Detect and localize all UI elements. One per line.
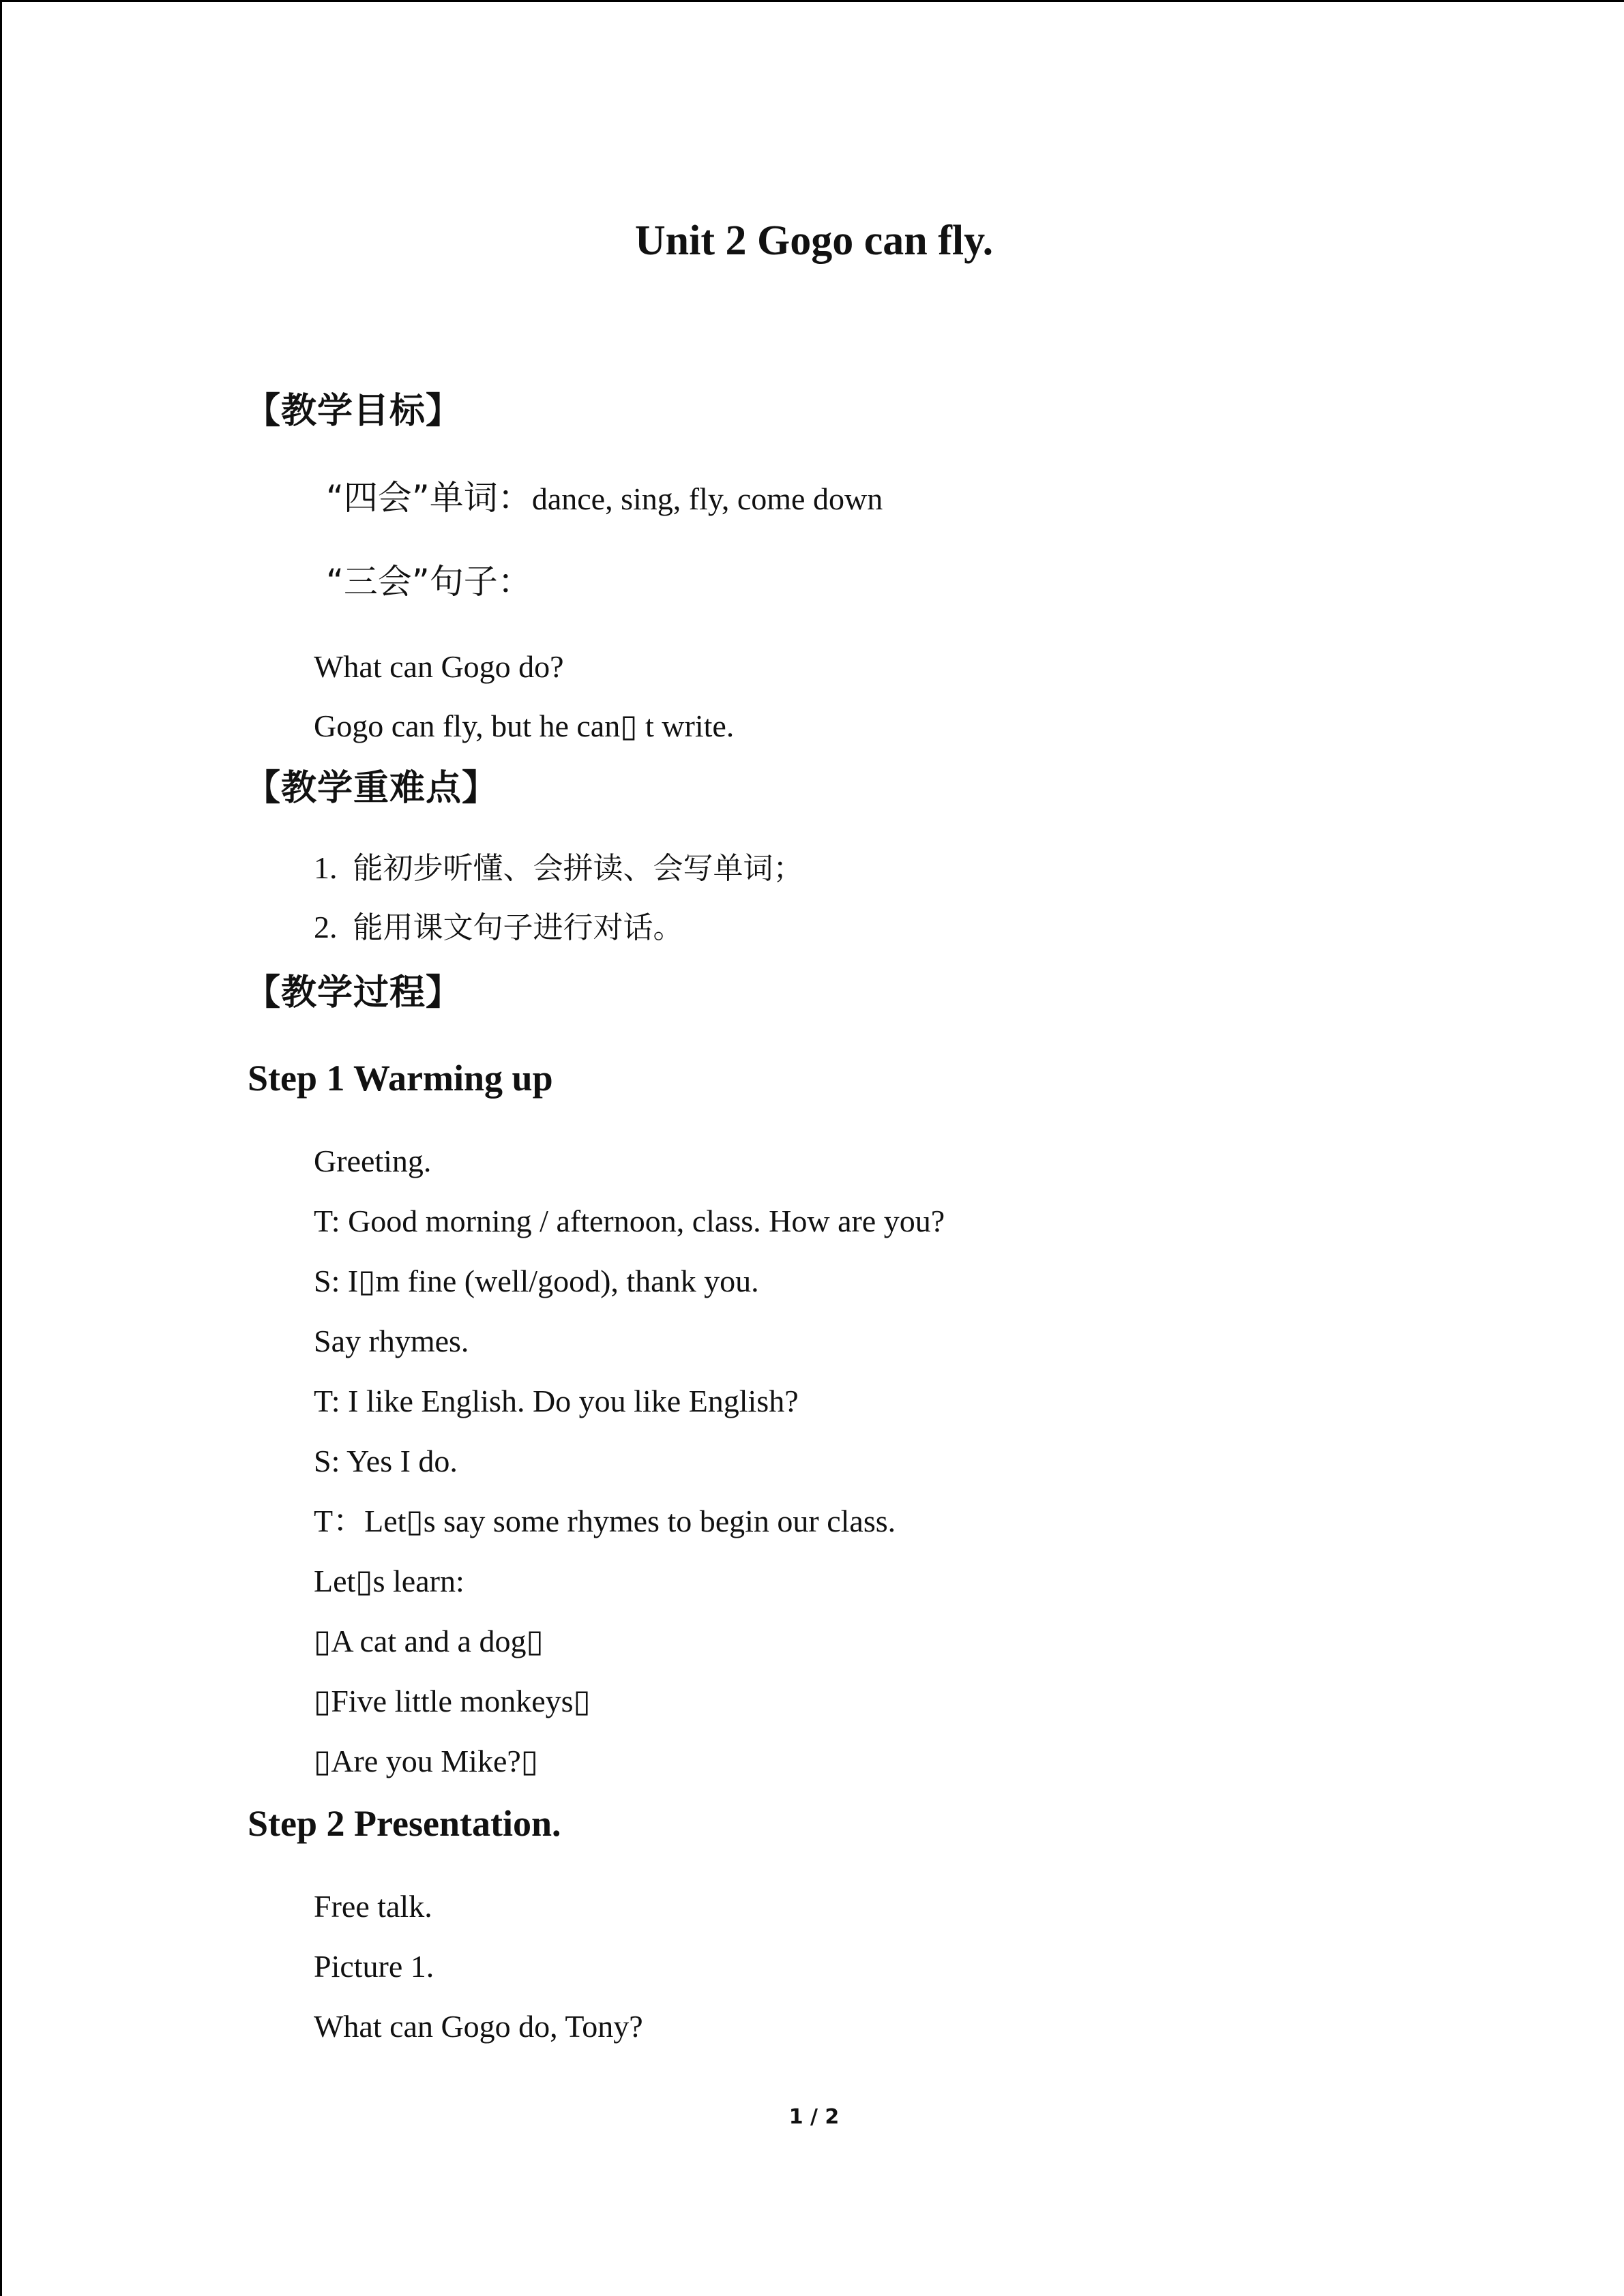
step-2-line: What can Gogo do, Tony? <box>314 2009 643 2044</box>
page-number: 1 / 2 <box>788 2105 840 2129</box>
objective-sentence: What can Gogo do? <box>314 649 564 684</box>
step-2-line: Free talk. <box>314 1889 432 1924</box>
section-heading-process: 【教学过程】 <box>245 972 462 1013</box>
step-1-heading: Step 1 Warming up <box>248 1058 553 1099</box>
key-point-text: 能用课文句子进行对话。 <box>353 910 683 945</box>
step-1-line: ▯A cat and a dog▯ <box>314 1624 544 1658</box>
step-1-line: T：Let▯s say some rhymes to begin our class. <box>314 1504 896 1538</box>
key-point-number: 2. <box>314 910 338 944</box>
four-skills-label: “四会”单词： <box>326 478 532 518</box>
three-skills-sentences-line <box>326 560 532 605</box>
document-title: Unit 2 Gogo can fly. <box>634 218 994 264</box>
key-point-text: 能初步听懂、会拼读、会写单词； <box>353 851 803 886</box>
three-skills-label: “三会”句子： <box>326 562 532 601</box>
step-1-line: Let▯s learn: <box>314 1564 464 1598</box>
section-heading-objectives: 【教学目标】 <box>245 391 462 432</box>
step-2-heading: Step 2 Presentation. <box>248 1803 561 1844</box>
step-1-line: S: I▯m fine (well/good), thank you. <box>314 1264 759 1298</box>
step-1-line: S: Yes I do. <box>314 1444 458 1478</box>
key-point-number: 1. <box>314 850 338 885</box>
four-skills-words: dance, sing, fly, come down <box>531 481 883 516</box>
key-point-item <box>314 848 803 889</box>
step-1-line: ▯Five little monkeys▯ <box>314 1684 591 1718</box>
key-point-item <box>314 907 683 949</box>
objective-sentence: Gogo can fly, but he can▯ t write. <box>314 709 735 743</box>
step-1-line: ▯Are you Mike?▯ <box>314 1744 539 1778</box>
step-1-line: T: I like English. Do you like English? <box>314 1384 799 1418</box>
step-1-line: Greeting. <box>314 1144 432 1178</box>
step-1-line: Say rhymes. <box>314 1324 469 1358</box>
section-heading-key-points: 【教学重难点】 <box>245 768 499 809</box>
step-2-line: Picture 1. <box>314 1949 434 1984</box>
four-skills-words-line <box>326 476 883 521</box>
step-1-line: T: Good morning / afternoon, class. How are you? <box>314 1204 945 1238</box>
